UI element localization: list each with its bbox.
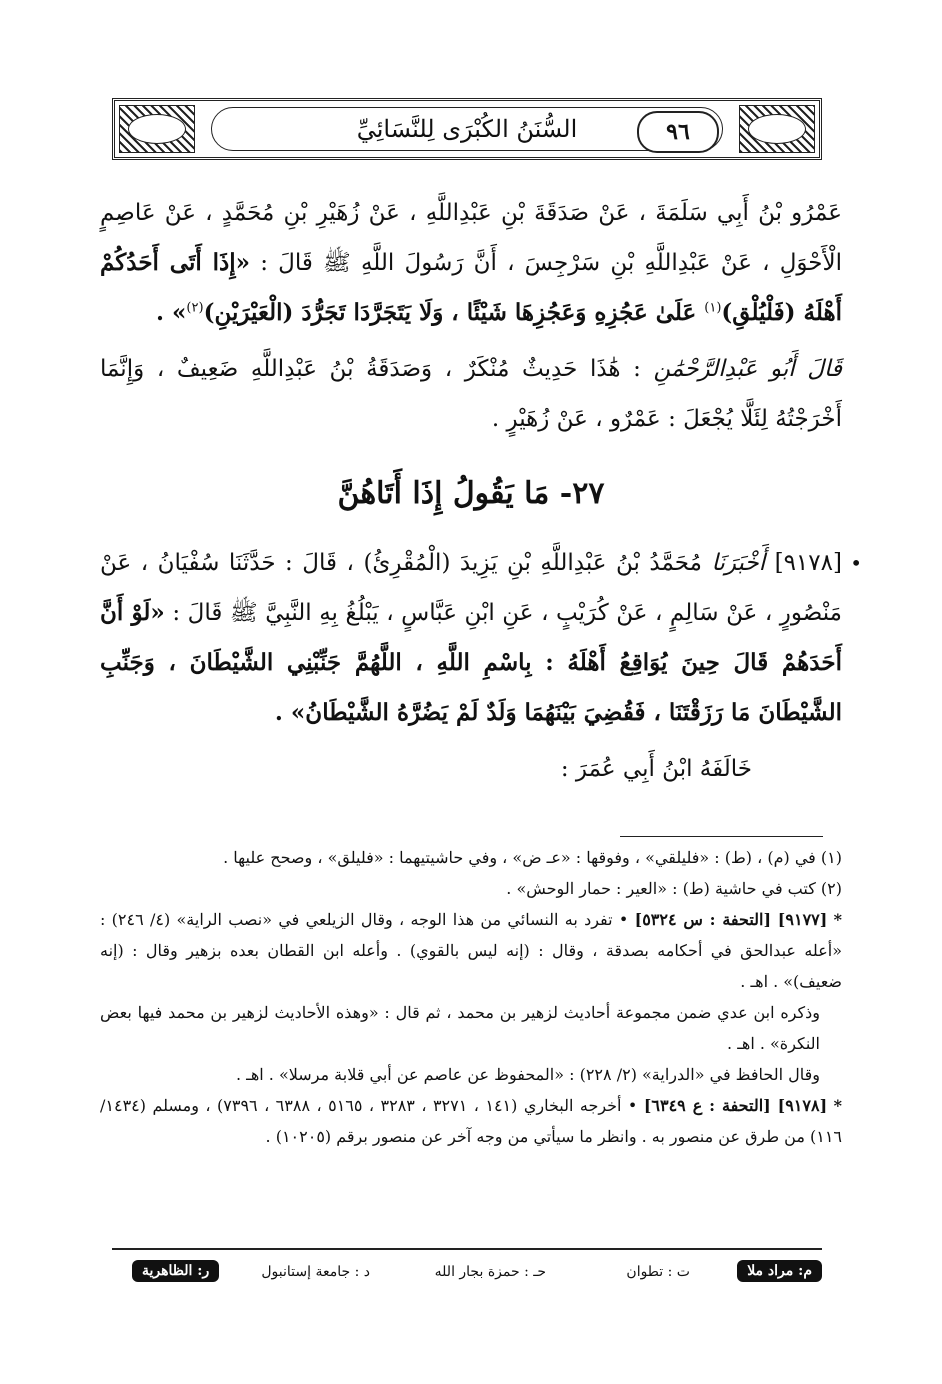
paragraph-1-text: عَمْرُو بْنُ أَبِي سَلَمَةَ ، عَنْ صَدَقَةَ بْنِ عَبْدِاللَّهِ ، عَنْ زُهَيْرِ بْنِ مُحَمَّدٍ ، عَنْ عَاصِمٍ الْأَحْوَلِ ، عَنْ عَبْدِاللَّهِ بْنِ سَرْجِسَ ، أَنَّ رَسُولَ اللَّهِ ﷺ قَالَ : [100, 200, 843, 276]
manuscript-legend [112, 1258, 822, 1292]
takhrij-9177 [100, 904, 842, 997]
legend-tag-r: ر: الظاهرية [132, 1260, 219, 1282]
hadith-akhbarana: أَخْبَرَنَا [711, 550, 775, 576]
hadith-quote-1: «إِذَا أَتَى أَحَدُكُمْ أَهْلَهُ (فَلْيُلْقِ) [100, 249, 842, 326]
takhrij-text-9178: • أخرجه البخاري (١٤١ ، ٣٢٧١ ، ٣٢٨٣ ، ٥١٦٥ ، ٦٣٨٨ ، ٧٣٩٦) ، ومسلم (١٤٣٤/ ١١٦) من طرق عن منصور به . وانظر ما سيأتي من وجه آخر عن منصور برقم (١٠٢٠٥) . [100, 1096, 842, 1146]
bullet-icon: • [850, 551, 862, 575]
hadith-isnad: مُحَمَّدُ بْنُ عَبْدِاللَّهِ بْنِ يَزِيدَ (الْمُقْرِئُ) ، قَالَ : حَدَّثَنَا سُفْيَانُ ، عَنْ مَنْصُورٍ ، عَنْ سَالِمٍ ، عَنْ كُرَيْبٍ ، عَنِ ابْنِ عَبَّاسٍ ، يَبْلُغُ بِهِ النَّبِيَّ ﷺ قَالَ : [100, 550, 843, 626]
takhrij-9178 [100, 1090, 842, 1152]
book-title: السُّنَنُ الكُبْرَى لِلنَّسَائِيِّ [356, 115, 578, 143]
hadith-paragraph [100, 538, 862, 738]
legend-tag-m: م: مراد ملا [737, 1260, 822, 1282]
hadith-quote-end: » . [156, 299, 187, 326]
hadith-number: [٩١٧٨] [774, 550, 842, 576]
header-emblem-right [748, 114, 806, 144]
takhrij-note-hafiz: وقال الحافظ في «الدراية» (٢/ ٢٢٨) : «المحفوظ عن عاصم عن أبي قلابة مرسلا» . اهـ . [235, 1065, 820, 1084]
paragraph-2 [100, 344, 842, 444]
header-ornament-right [739, 105, 815, 153]
star-icon: * [833, 910, 842, 929]
takhrij-text-9177: • تفرد به النسائي من هذا الوجه ، وقال الزيلعي في «نصب الراية» (٤/ ٢٤٦) : «أعله عبدالحق في أحكامه بصدقة ، وقال : (إنه ليس بالقوي) . وأعله ابن القطان بعده بزهير وقال : (إنه ضعيف)» . اهـ . [100, 910, 842, 991]
footnote-ref-2: (٢) [186, 300, 204, 316]
footnote-2: (٢) كتب في حاشية (ط) : «العير : حمار الوحش» . [506, 879, 842, 898]
footer-divider [112, 1248, 822, 1250]
footnote-separator [620, 836, 823, 837]
hadith-quote-2: عَلَىٰ عَجُزِهِ وَعَجُزِهَا شَيْئًا ، وَلَا يَتَجَرَّدَا تَجَرُّدَ (الْعَيْرَيْنِ) [203, 299, 705, 326]
star-icon: * [833, 1096, 842, 1115]
author-comment-label: قَالَ أَبُو عَبْدِالرَّحْمَٰنِ [653, 356, 843, 382]
legend-t: ت : تطوان [626, 1264, 690, 1280]
takhrij-note-ibn-adi: وذكره ابن عدي ضمن مجموعة أحاديث لزهير بن محمد ، ثم قال : «وهذه الأحاديث لزهير بن محمد فيها بعض النكرة» . اهـ . [100, 1003, 820, 1053]
header-emblem-left [128, 114, 186, 144]
page-number: ٩٦ [637, 111, 719, 153]
main-text [100, 188, 862, 794]
footnote-ref-1: (١) [704, 300, 722, 316]
variant-heading: خَالَفَهُ ابْنُ أَبِي عُمَرَ : [560, 756, 752, 782]
chapter-title: ٢٧- مَا يَقُولُ إِذَا أَتَاهُنَّ [337, 476, 605, 511]
takhrij-ref-9178: [٩١٧٨] [التحفة : ع ٦٣٤٩] [643, 1096, 828, 1115]
paragraph-1 [100, 188, 842, 338]
hadith-matn: «لَوْ أَنَّ أَحَدَهُمْ قَالَ حِينَ يُوَاقِعُ أَهْلَهُ : بِاسْمِ اللَّهِ ، اللَّهُمَّ جَنِّبْنِي الشَّيْطَانَ ، وَجَنِّبِ الشَّيْطَانَ مَا رَزَقْتَنَا ، فَقُضِيَ بَيْنَهُمَا وَلَدٌ لَمْ يَضُرَّهُ الشَّيْطَانُ» . [100, 599, 842, 726]
page-header [112, 98, 822, 160]
header-ornament-left [119, 105, 195, 153]
footnotes [100, 842, 842, 1152]
footnote-1: (١) في (م) ، (ط) : «فليلقي» ، وفوقها : «عـ ض» ، وفي حاشيتيهما : «فليلق» ، وصحح عليها . [223, 848, 842, 867]
legend-h: حـ : حمزة بجار الله [434, 1264, 546, 1280]
legend-d: د : جامعة إستانبول [261, 1264, 370, 1280]
author-comment-text: : هَٰذَا حَدِيثٌ مُنْكَرٌ ، وَصَدَقَةُ بْنُ عَبْدِاللَّهِ ضَعِيفٌ ، وَإِنَّمَا أَخْرَجْتُهُ لِئَلَّا يُجْعَلَ : عَمْرٌو ، عَنْ زُهَيْرٍ . [100, 356, 842, 432]
takhrij-ref-9177: [٩١٧٧] [التحفة : س ٥٣٢٤] [634, 910, 828, 929]
